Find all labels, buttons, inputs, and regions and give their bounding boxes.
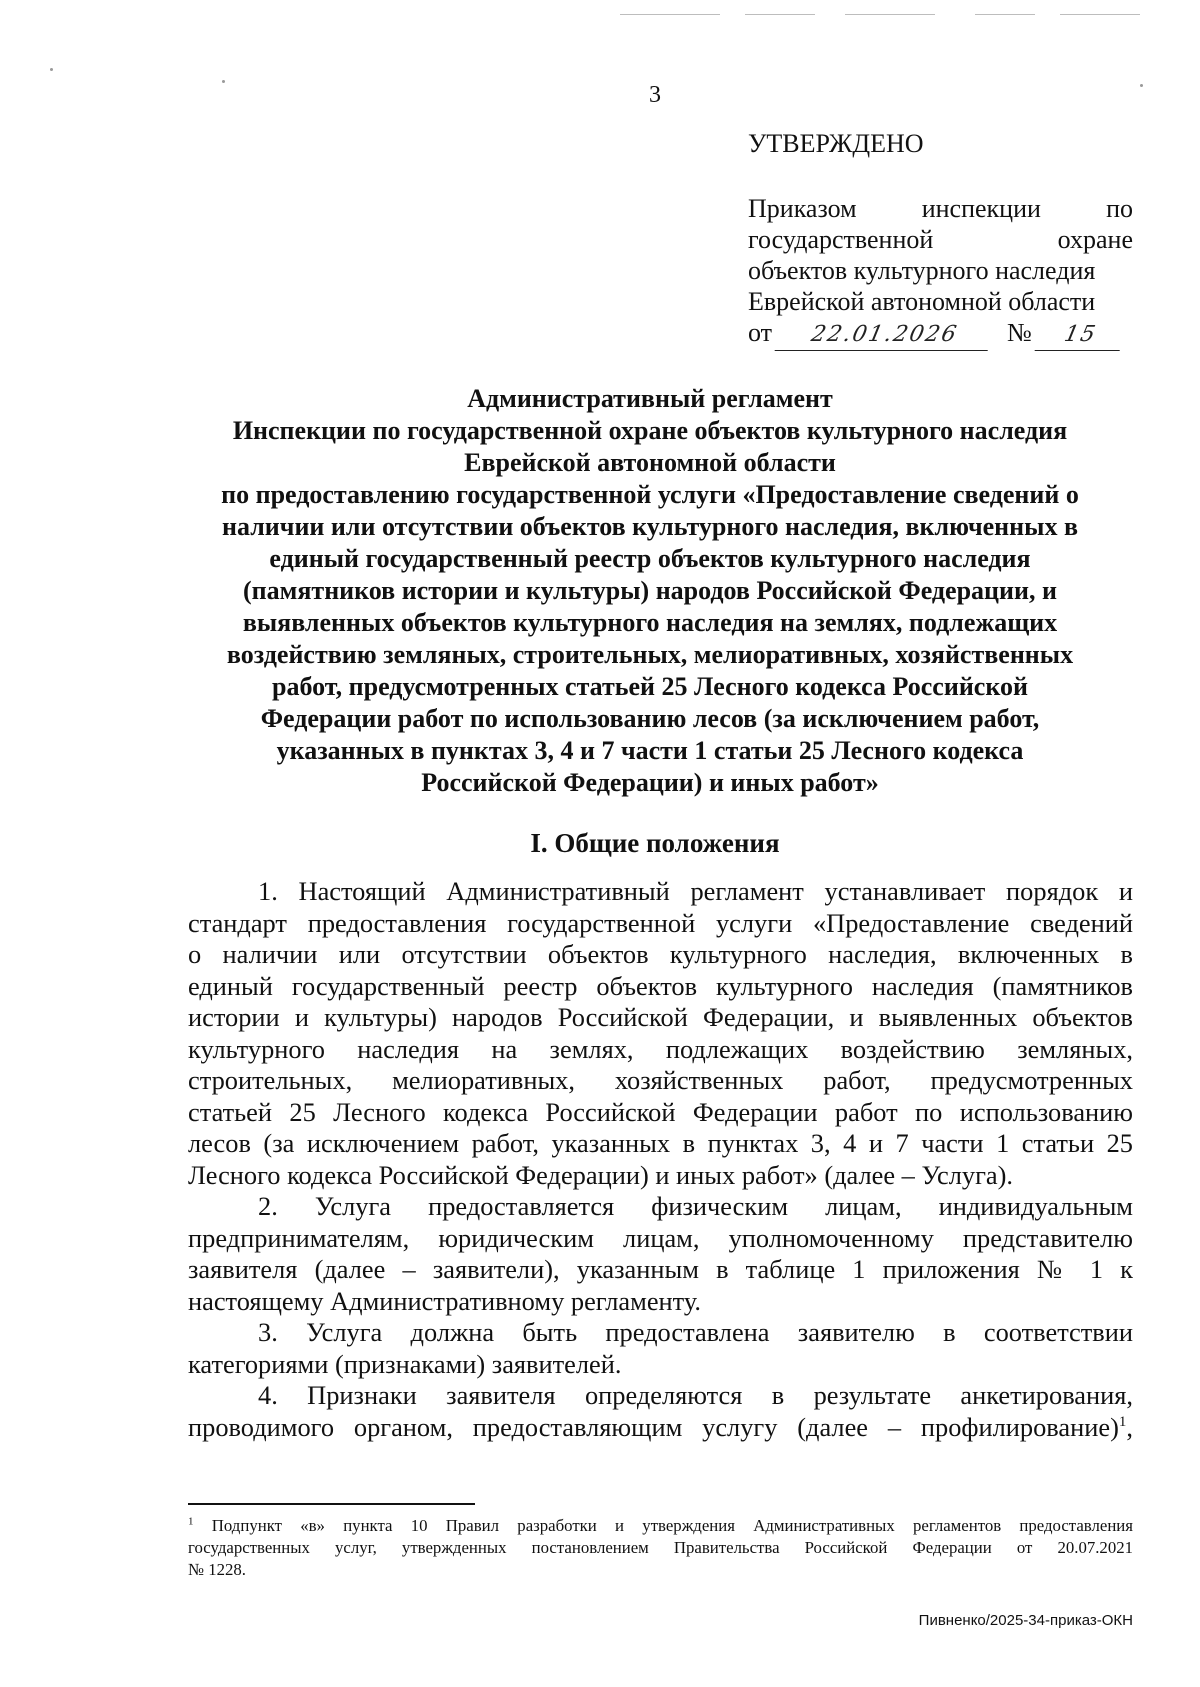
paragraph-line: истории и культуры) народов Российской Федерации, и выявленных объектов: [188, 1002, 1133, 1032]
title-line: Федерации работ по использованию лесов (за исключением работ,: [260, 704, 1040, 733]
approval-line: государственной охране: [748, 225, 1133, 254]
paragraph-line: предпринимателям, юридическим лицам, уполномоченному представителю: [188, 1222, 1133, 1253]
page-number: 3: [649, 82, 661, 108]
order-number-handwritten: 15: [1034, 319, 1126, 351]
body-text: [188, 876, 1133, 1443]
scan-artifact: [745, 14, 815, 15]
document-title: [150, 383, 1150, 799]
approval-line: Еврейской автономной области: [748, 287, 1096, 316]
document-code: Пивненко/2025-34-приказ-ОКН: [918, 1612, 1133, 1629]
section-title: I. Общие положения: [530, 828, 780, 858]
paragraph-line: о наличии или отсутствии объектов культурного наследия, включенных в: [188, 939, 1133, 969]
approval-line: объектов культурного наследия: [748, 256, 1096, 285]
title-line: Российской Федерации) и иных работ»: [421, 768, 879, 797]
paragraph-line: настоящему Административному регламенту.: [188, 1285, 702, 1316]
title-line: наличии или отсутствии объектов культурного наследия, включенных в: [222, 512, 1078, 541]
title-line: указанных в пунктах 3, 4 и 7 части 1 статьи 25 Лесного кодекса: [276, 736, 1024, 765]
paragraph-line: 2. Услуга предоставляется физическим лицам, индивидуальным: [258, 1191, 1133, 1221]
order-date-handwritten: 22.01.2026: [775, 319, 995, 351]
paragraph-line: статьей 25 Лесного кодекса Российской Федерации работ по использованию: [188, 1096, 1133, 1127]
title-line: (памятников истории и культуры) народов Российской Федерации, и: [243, 576, 1057, 605]
scan-speck: [50, 68, 53, 71]
footnote-line: государственных услуг, утвержденных постановлением Правительства Российской Федерации от 20.07.2021: [188, 1538, 1133, 1557]
paragraph-line: заявителя (далее – заявители), указанным в таблице 1 приложения № 1 к: [188, 1254, 1133, 1284]
title-line: Административный регламент: [467, 384, 833, 413]
footnote-line: [188, 1515, 1133, 1537]
paragraph-line: Лесного кодекса Российской Федерации) и иных работ» (далее – Услуга).: [188, 1159, 1013, 1190]
title-line: единый государственный реестр объектов культурного наследия: [269, 544, 1031, 573]
paragraph-tail: ,: [1126, 1411, 1133, 1442]
footnote-text: Подпункт «в» пункта 10 Правил разработки и утверждения Административных регламентов предоставления: [211, 1516, 1134, 1535]
title-line: по предоставлению государственной услуги «Предоставление сведений о: [221, 480, 1079, 509]
paragraph-line: культурного наследия на землях, подлежащих воздействию земляных,: [188, 1033, 1133, 1064]
approval-body: [748, 193, 1133, 351]
scan-artifact: [620, 14, 720, 15]
from-label: от: [748, 318, 773, 347]
paragraph-line: категориями (признаками) заявителей.: [188, 1348, 622, 1379]
paragraph-line: стандарт предоставления государственной услуги «Предоставление сведений: [188, 907, 1133, 938]
scan-artifact: [975, 14, 1035, 15]
approval-title: УТВЕРЖДЕНО: [748, 129, 924, 158]
paragraph-line: лесов (за исключением работ, указанных в пунктах 3, 4 и 7 части 1 статьи 25: [188, 1128, 1133, 1158]
paragraph-line: единый государственный реестр объектов культурного наследия (памятников: [188, 970, 1133, 1001]
footnote: [188, 1515, 1133, 1581]
title-line: выявленных объектов культурного наследия на землях, подлежащих: [242, 608, 1058, 637]
footnote-separator: [188, 1503, 475, 1505]
footnote-reference: 1: [1118, 1413, 1127, 1430]
approval-line: Приказом инспекции по: [748, 194, 1133, 223]
paragraph-line: 1. Настоящий Административный регламент устанавливает порядок и: [258, 876, 1133, 906]
paragraph-line: строительных, мелиоративных, хозяйственных работ, предусмотренных: [188, 1065, 1133, 1095]
scan-artifact: [845, 14, 935, 15]
title-line: воздействию земляных, строительных, мелиоративных, хозяйственных: [226, 640, 1074, 669]
footnote-marker: 1: [188, 1515, 194, 1528]
scan-artifact: [1060, 14, 1140, 15]
paragraph-text: проводимого органом, предоставляющим услугу (далее – профилирование): [188, 1411, 1119, 1442]
footnote-line: № 1228.: [188, 1560, 246, 1579]
order-date-number-line: [748, 317, 1133, 351]
number-label: №: [1007, 318, 1032, 347]
title-line: работ, предусмотренных статьей 25 Лесного кодекса Российской: [272, 672, 1028, 701]
title-line: Инспекции по государственной охране объектов культурного наследия: [232, 416, 1068, 445]
paragraph-line: 3. Услуга должна быть предоставлена заявителю в соответствии: [258, 1317, 1133, 1347]
title-line: Еврейской автономной области: [464, 448, 836, 477]
paragraph-line: 4. Признаки заявителя определяются в результате анкетирования,: [258, 1380, 1133, 1410]
paragraph-line-with-footnote: [188, 1412, 1133, 1444]
